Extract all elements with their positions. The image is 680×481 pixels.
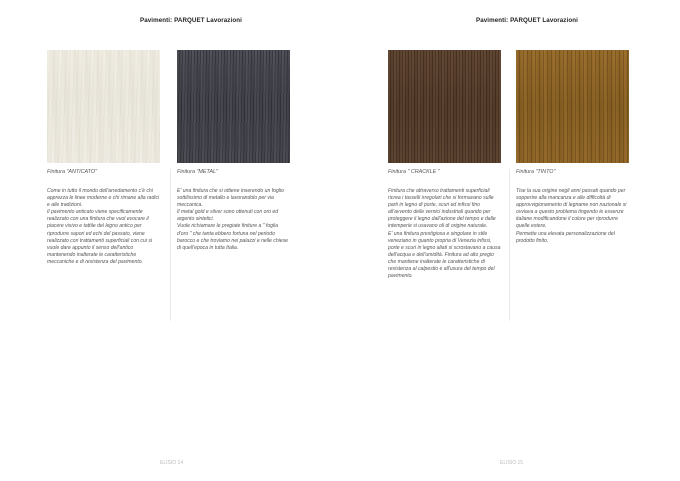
page-header: Pavimenti: PARQUET Lavorazioni: [140, 17, 242, 24]
page-header: Pavimenti: PARQUET Lavorazioni: [476, 17, 578, 24]
tinto-paragraph: Permette una elevata personalizzazione del prodotto finito.: [516, 230, 615, 244]
anticato-wood-swatch: [47, 50, 160, 163]
metal-caption: Finitura "METAL": [177, 169, 218, 175]
crackle-wood-swatch: [388, 50, 501, 163]
metal-paragraph: Vuole richiamare le pregiate finiture a " foglia d'oro " che tanta ebbero fortuna nel periodo barocco e che troviamo nei palazzi e nelle chiese di quell'epoca in tutta Italia.: [177, 223, 288, 251]
anticato-caption: Finitura "ANTICATO": [47, 169, 98, 175]
metal-paragraph: E' una finitura che si ottiene inserendo un foglio sottilissimo di metallo e lavorandolo per via meccanica.: [177, 188, 284, 209]
tinto-caption: Finitura "TINTO": [516, 169, 556, 175]
crackle-description: [388, 188, 501, 280]
crackle-caption: Finitura " CRACKLE ": [388, 169, 440, 175]
tinto-wood-swatch: [516, 50, 629, 163]
tinto-paragraph: Tise la sua origine negli anni passati quando per sopperire alla mancanza e alle difficoltà di approvvigionamento di legname non nazionale si ovviava a questo problema tingendo le essenze italiane modificandone il colore per riprodurre quelle estere.: [516, 188, 627, 230]
page-number: ELISIO 15: [500, 460, 524, 466]
column-divider: [509, 169, 510, 321]
metal-description: [177, 188, 290, 252]
metal-wood-swatch: [177, 50, 290, 163]
anticato-paragraph: Come in tutto il mondo dell'arredamento c'è chi apprezza le linee moderne e chi rimane alla radici e alle tradizioni.: [47, 188, 160, 209]
column-divider: [170, 169, 171, 321]
tinto-description: [516, 188, 629, 245]
crackle-paragraph: Finitura che attraverso trattamenti superficiali ricrea i tasselli irregolari che si formavano sulle parti in legno di porte, scuri ed infissi fino all'avvento delle vernici industriali quando per proteggere il legno dall'azione del tempo e dalle intemperie si usavano oli di origine naturale.: [388, 188, 496, 230]
crackle-paragraph: E' una finitura prestigiosa e singolare in stile veneziano in quanto propria di Venezia infissi, porte e scuri in legno aliati si scrostavano a causa dell'acqua e dell'umidità. Finitura ad alto pregio che mantiene inalterate le caratteristiche di resistenza al calpestio e all'usura del tempo del pavimento.: [388, 230, 501, 280]
metal-paragraph: Il metal gold e silver sono ottenuti con oro ed argento sintetici.: [177, 209, 279, 223]
right-page: [340, 0, 680, 481]
page-number: ELISIO 14: [160, 460, 184, 466]
anticato-paragraph: Il pavimento anticato viene specificamente realizzato con una finitura che vuol evocare il piacere visivo e tattile del legno antico per riprodurre sapori ed echi del passato, viene realizzato con trattamenti superficiali con cui si vuole dare appunto il senso dell'antico mantenendo inalterate le caratteristiche meccaniche e di resistenza del pavimento.: [47, 209, 153, 265]
anticato-description: [47, 188, 160, 266]
